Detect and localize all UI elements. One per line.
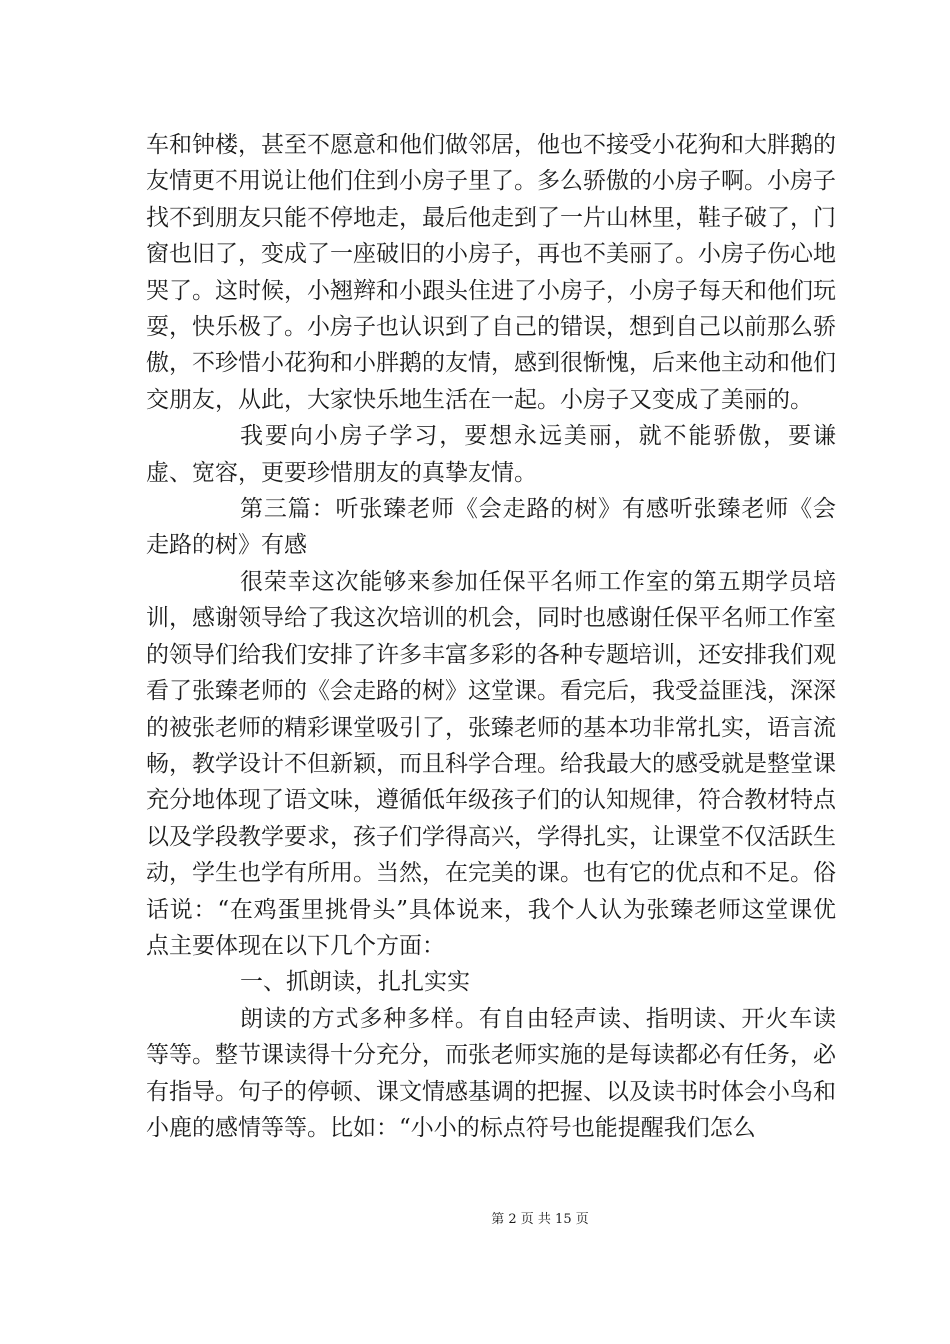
- document-body: [146, 127, 836, 1146]
- section-heading-part-three: 第三篇：听张臻老师《会走路的树》有感听张臻老师《会走路的树》有感: [146, 496, 836, 559]
- page-number-footer: 第 2 页 共 15 页: [491, 1212, 589, 1227]
- paragraph-training-intro: 很荣幸这次能够来参加任保平名师工作室的第五期学员培训，感谢领导给了我这次培训的机会，同时也感谢任保平名师工作室的领导们给我们安排了许多丰富多彩的各种专题培训，还安排我们观看了张臻老师的《会走路的树》这堂课。看完后，我受益匪浅，深深的被张老师的精彩课堂吸引了，张臻老师的基本功非常扎实，语言流畅，教学设计不但新颖，而且科学合理。给我最大的感受就是整堂课充分地体现了语文味，遵循低年级孩子们的认知规律，符合教材特点以及学段教学要求，孩子们学得高兴，学得扎实，让课堂不仅活跃生动，学生也学有所用。当然，在完美的课。也有它的优点和不足。俗话说：“在鸡蛋里挑骨头”具体说来，我个人认为张臻老师这堂课优点主要体现在以下几个方面：: [146, 568, 836, 959]
- paragraph-reflection: 我要向小房子学习，要想永远美丽，就不能骄傲，要谦虚、宽容，更要珍惜朋友的真挚友情。: [146, 423, 836, 486]
- subheading-reading: 一、抓朗读，扎扎实实: [240, 969, 470, 996]
- paragraph-story-continuation: 车和钟楼，甚至不愿意和他们做邻居，他也不接受小花狗和大胖鹅的友情更不用说让他们住到小房子里了。多么骄傲的小房子啊。小房子找不到朋友只能不停地走，最后他走到了一片山林里，鞋子破了，门窗也旧了，变成了一座破旧的小房子，再也不美丽了。小房子伤心地哭了。这时候，小翘辫和小跟头住进了小房子，小房子每天和他们玩耍，快乐极了。小房子也认识到了自己的错误，想到自己以前那么骄傲，不珍惜小花狗和小胖鹅的友情，感到很惭愧，后来他主动和他们交朋友，从此，大家快乐地生活在一起。小房子又变成了美丽的。: [146, 132, 836, 413]
- paragraph-reading-methods: 朗读的方式多种多样。有自由轻声读、指明读、开火车读等等。整节课读得十分充分，而张老师实施的是每读都必有任务，必有指导。句子的停顿、课文情感基调的把握、以及读书时体会小鸟和小鹿的感情等等。比如：“小小的标点符号也能提醒我们怎么: [146, 1005, 836, 1141]
